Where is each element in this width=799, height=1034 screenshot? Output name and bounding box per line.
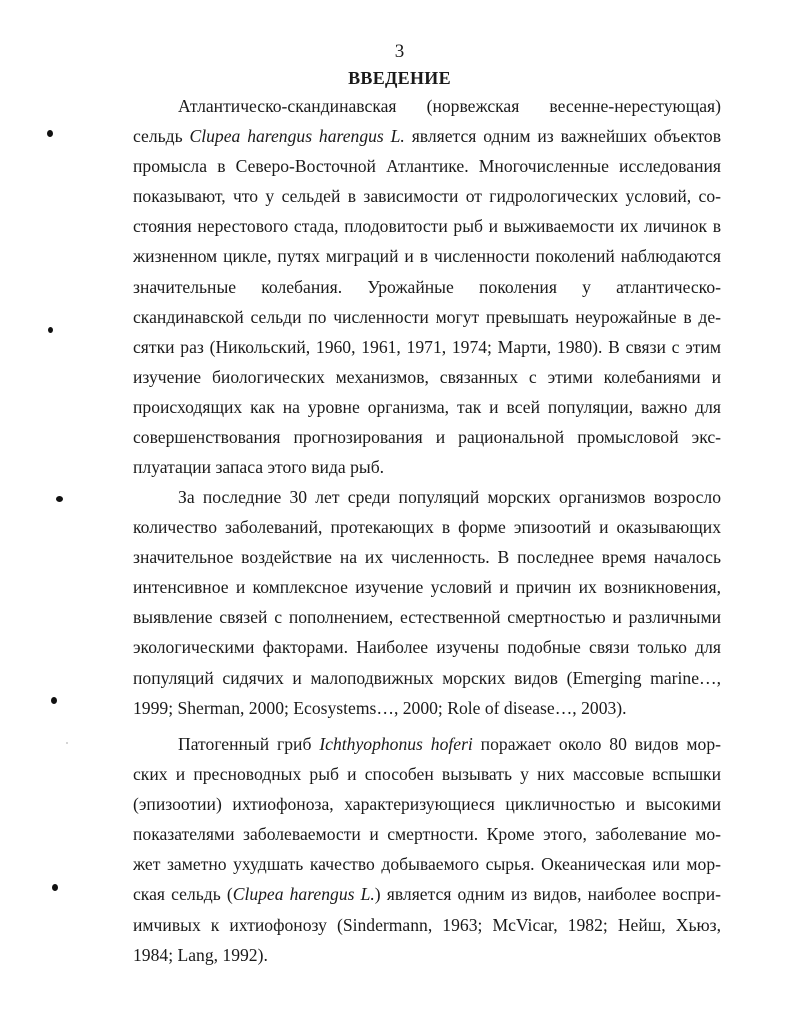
paragraph-2: [133, 482, 721, 723]
text-line: Патогенный гриб Ichthyophonus hoferi поражает около 80 видов мор-: [178, 734, 722, 754]
text-line: стояния нерестового стада, плодовитости рыб и выживаемости их личинок в: [133, 216, 721, 237]
binder-hole-mark: [47, 130, 53, 137]
text-line: За последние 30 лет среди популяций морских организмов возросло: [178, 487, 721, 507]
text-line: 1984; Lang, 1992).: [133, 944, 268, 965]
paragraph-1: [133, 91, 721, 482]
binder-hole-mark: [56, 496, 63, 502]
scan-speck: [66, 742, 68, 744]
text-line: изучение биологических механизмов, связанных с этими колебаниями и: [133, 366, 721, 387]
page-title: ВВЕДЕНИЕ: [348, 68, 451, 88]
paragraph-3: [133, 729, 721, 970]
text-line: (эпизоотии) ихтиофоноза, характеризующиеся цикличностью и высокими: [133, 794, 721, 815]
text-line: показателями заболеваемости и смертности. Кроме этого, заболевание мо-: [133, 824, 721, 845]
text-line: жет заметно ухудшать качество добываемого сырья. Океаническая или мор-: [133, 854, 721, 875]
text-line: скандинавской сельди по численности могут превышать неурожайные в де-: [133, 306, 721, 327]
text-line: жизненном цикле, путях миграций и в численности поколений наблюдаются: [133, 246, 721, 267]
text-line: имчивых к ихтиофонозу (Sindermann, 1963; McVicar, 1982; Нейш, Хьюз,: [133, 914, 721, 935]
text-line: экологическими факторами. Наиболее изучены подобные связи только для: [133, 637, 721, 658]
text-line: 1999; Sherman, 2000; Ecosystems…, 2000; Role of disease…, 2003).: [133, 697, 627, 718]
text-line: ская сельдь (Clupea harengus L.) является одним из видов, наиболее воспри-: [133, 884, 721, 905]
species-name: Clupea harengus harengus L.: [189, 126, 405, 147]
text-line: количество заболеваний, протекающих в форме эпизоотий и оказывающих: [133, 517, 721, 538]
text-line: сельдь Clupea harengus harengus L. является одним из важнейших объектов: [133, 126, 721, 147]
text-line: популяций сидячих и малоподвижных морских видов (Emerging marine…,: [133, 667, 721, 688]
text-line: промысла в Северо-Восточной Атлантике. Многочисленные исследования: [133, 156, 721, 177]
page-number: 3: [394, 41, 405, 62]
binder-hole-mark: [52, 884, 58, 891]
text-line: сятки раз (Никольский, 1960, 1961, 1971, 1974; Марти, 1980). В связи с этим: [133, 336, 721, 357]
species-name: Clupea harengus L.: [232, 884, 375, 905]
text-line: выявление связей с пополнением, естественной смертностью и различными: [133, 607, 721, 628]
text-line: интенсивное и комплексное изучение условий и причин их возникновения,: [133, 577, 721, 598]
text-line: Атлантическо-скандинавская (норвежская весенне-нерестующая): [178, 96, 721, 116]
binder-hole-mark: [51, 697, 57, 704]
text-line: совершенствования прогнозирования и рациональной промысловой экс-: [133, 427, 721, 448]
text-line: значительное воздействие на их численность. В последнее время началось: [133, 547, 721, 568]
species-name: Ichthyophonus hoferi: [319, 734, 473, 754]
text-line: плуатации запаса этого вида рыб.: [133, 457, 385, 478]
text-line: ских и пресноводных рыб и способен вызывать у них массовые вспышки: [133, 764, 721, 785]
text-line: значительные колебания. Урожайные поколения у атлантическо-: [133, 276, 721, 297]
text-line: показывают, что у сельдей в зависимости от гидрологических условий, со-: [133, 186, 721, 207]
binder-hole-mark: [48, 327, 53, 333]
text-line: происходящих как на уровне организма, так и всей популяции, важно для: [133, 396, 721, 417]
